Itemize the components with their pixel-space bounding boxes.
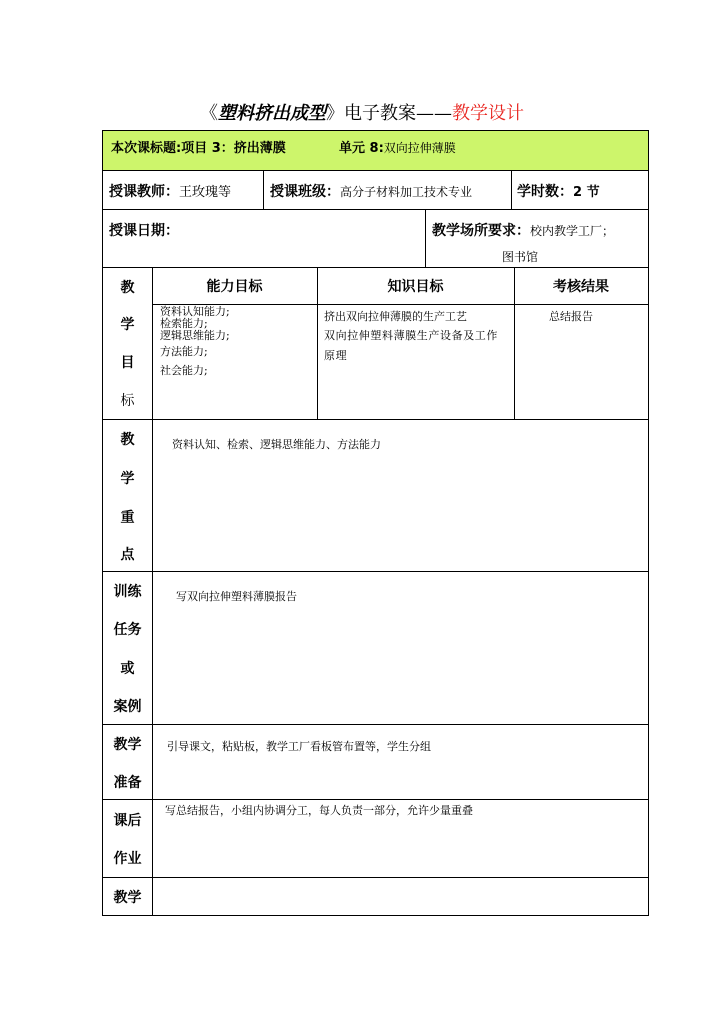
teacher-field: 授课教师：王玫瑰等 [109, 184, 232, 200]
unit-value: 双向拉伸薄膜 [383, 141, 456, 155]
hours-field: 学时数：2 节 [517, 184, 600, 200]
lesson-plan-table [102, 130, 649, 916]
prep-side-2: 准备 [113, 775, 142, 791]
ability-header: 能力目标 [206, 279, 263, 295]
task-side-2: 任务 [113, 622, 142, 638]
focus-side-2: 学 [120, 471, 135, 487]
class-field: 授课班级：高分子材料加工技术专业 [270, 184, 473, 200]
knowledge-item: 挤出双向拉伸薄膜的生产工艺 [324, 310, 467, 323]
venue-value-2: 图书馆 [502, 250, 539, 264]
venue-value: 校内教学工厂； [530, 224, 615, 238]
ability-item: 逻辑思维能力; [160, 329, 230, 342]
homework-text: 写总结报告，小组内协调分工，每人负责一部分，允许少量重叠 [165, 804, 473, 817]
focus-side-3: 重 [120, 510, 135, 526]
lesson-topic: 本次课标题:项目 3：挤出薄膜 [111, 141, 286, 156]
document-title [0, 100, 724, 128]
hours-value: 2 节 [573, 185, 600, 200]
unit-title [339, 137, 456, 156]
focus-side-1: 教 [120, 432, 135, 448]
class-value: 高分子材料加工技术专业 [340, 185, 473, 199]
homework-side-2: 作业 [113, 851, 142, 867]
title-highlight: 教学设计 [452, 103, 524, 124]
objectives-side-2: 学 [120, 317, 135, 333]
objectives-side-1: 教 [120, 280, 135, 296]
ability-item: 方法能力; [160, 345, 208, 358]
ability-item: 资料认知能力; [160, 305, 230, 318]
homework-side-1: 课后 [113, 813, 142, 829]
teacher-value: 王玫瑰等 [179, 185, 232, 200]
task-side-3: 或 [120, 661, 135, 677]
objectives-side-4: 标 [120, 393, 135, 409]
ability-item: 检索能力; [160, 317, 208, 330]
focus-text: 资料认知、检索、逻辑思维能力、方法能力 [172, 438, 381, 451]
task-side-1: 训练 [113, 584, 142, 600]
assessment-value: 总结报告 [549, 310, 593, 323]
knowledge-header: 知识目标 [387, 279, 444, 295]
task-text: 写双向拉伸塑料薄膜报告 [176, 590, 297, 603]
last-side-1: 教学 [113, 890, 142, 906]
objectives-side-3: 目 [120, 355, 135, 371]
date-field: 授课日期： [109, 223, 179, 239]
unit-label: 单元 8: [339, 141, 384, 156]
prep-side-1: 教学 [113, 737, 142, 753]
venue-field: 教学场所要求：校内教学工厂； [432, 223, 615, 239]
prep-text: 引导课文，粘贴板，教学工厂看板管布置等，学生分组 [167, 740, 431, 753]
course-name: 塑料挤出成型 [218, 103, 326, 124]
title-text: 》电子教案—— [326, 103, 452, 124]
focus-side-4: 点 [120, 547, 135, 563]
assessment-header: 考核结果 [553, 279, 609, 295]
task-side-4: 案例 [113, 699, 142, 715]
knowledge-item: 双向拉伸塑料薄膜生产设备及工作原理 [324, 329, 498, 362]
title-bracket-open: 《 [200, 103, 218, 124]
ability-item: 社会能力; [160, 364, 208, 377]
